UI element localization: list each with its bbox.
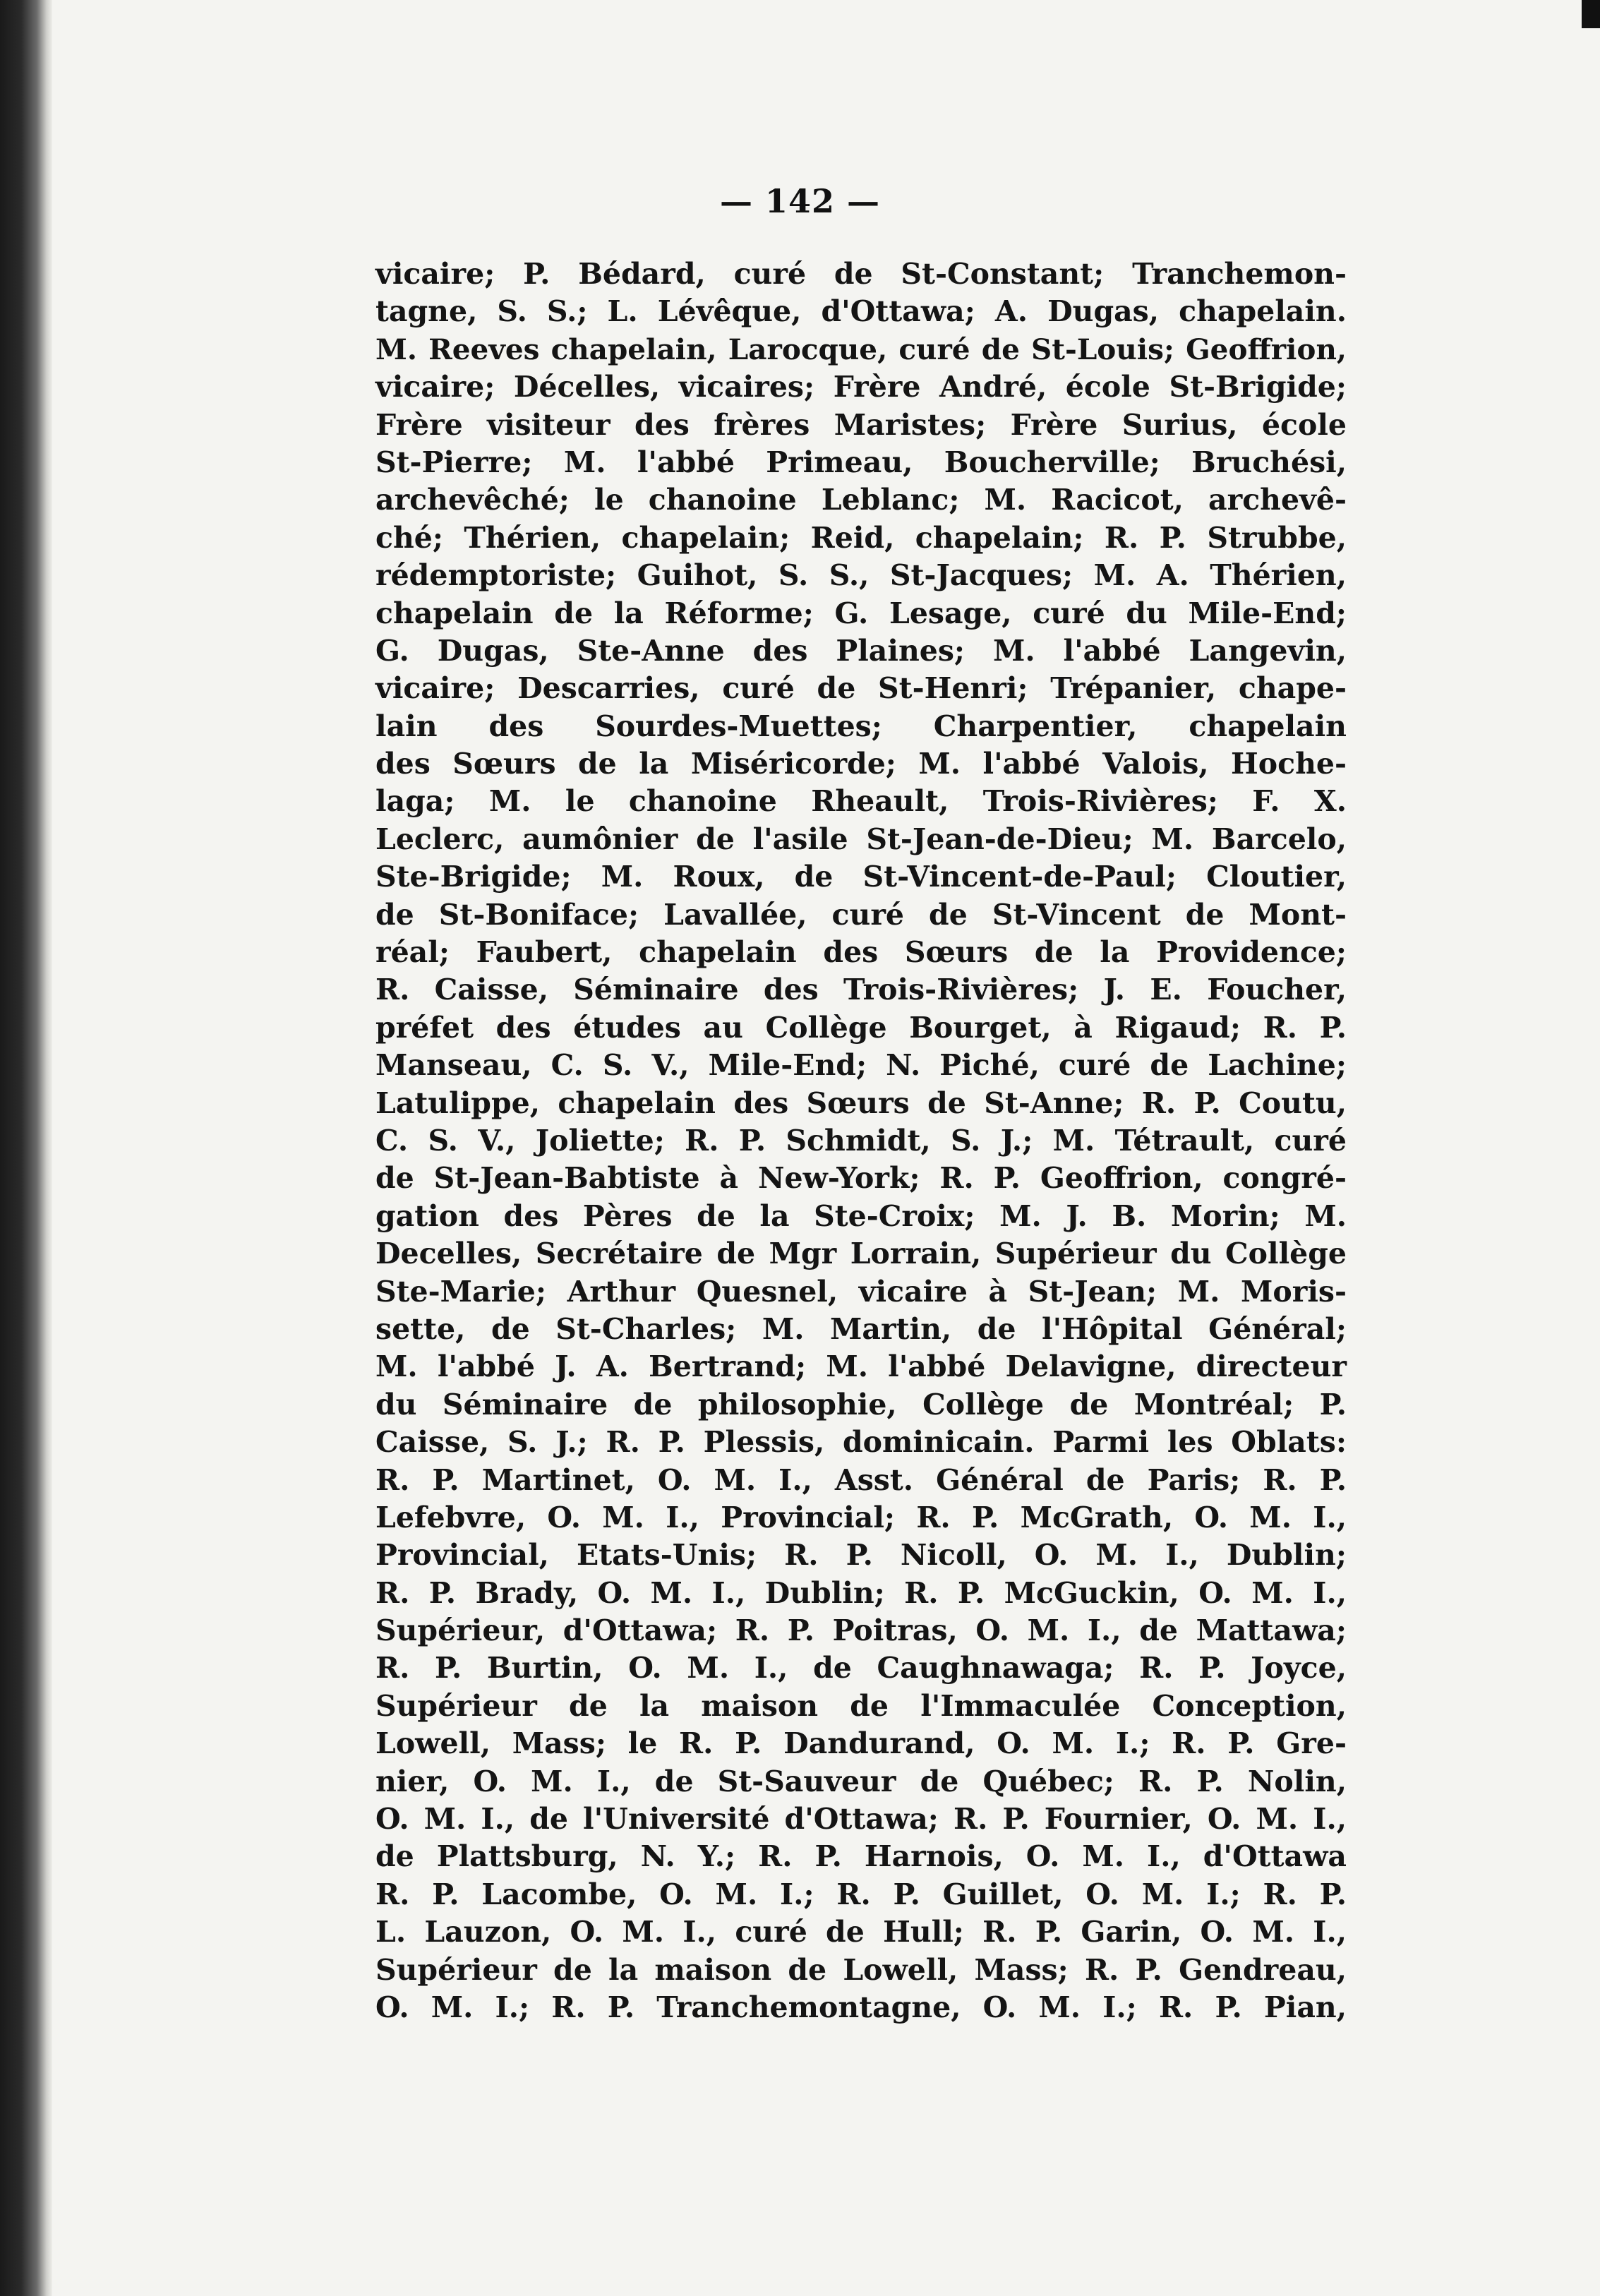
text-line: sette, de St-Charles; M. Martin, de l'Hôpital Général; [375,1311,1347,1346]
text-line: lain des Sourdes-Muettes; Charpentier, chapelain [375,709,1347,743]
text-line: chapelain de la Réforme; G. Lesage, curé du Mile-End; [375,596,1347,630]
text-line: laga; M. le chanoine Rheault, Trois-Rivières; F. X. [375,784,1347,819]
text-line: Lefebvre, O. M. I., Provincial; R. P. McGrath, O. M. I., [375,1500,1347,1534]
text-line: préfet des études au Collège Bourget, à Rigaud; R. P. [375,1010,1347,1045]
text-line: M. l'abbé J. A. Bertrand; M. l'abbé Delavigne, directeur [375,1350,1347,1384]
text-line: R. P. Martinet, O. M. I., Asst. Général de Paris; R. P. [375,1462,1347,1497]
text-line: Supérieur de la maison de Lowell, Mass; R. P. Gendreau, [375,1952,1347,1987]
text-line: Manseau, C. S. V., Mile-End; N. Piché, curé de Lachine; [375,1048,1347,1083]
text-line: de Plattsburg, N. Y.; R. P. Harnois, O. M. I., d'Ottawa [375,1839,1347,1874]
text-line: gation des Pères de la Ste-Croix; M. J. B. Morin; M. [375,1198,1347,1233]
text-line: Provincial, Etats-Unis; R. P. Nicoll, O. M. I., Dublin; [375,1538,1347,1573]
text-line: L. Lauzon, O. M. I., curé de Hull; R. P. Garin, O. M. I., [375,1915,1347,1949]
text-line: vicaire; P. Bédard, curé de St-Constant; Tranchemon- [375,257,1347,291]
text-line: archevêché; le chanoine Leblanc; M. Racicot, archevê- [375,483,1347,517]
text-line: nier, O. M. I., de St-Sauveur de Québec; R. P. Nolin, [375,1764,1347,1798]
text-line: rédemptoriste; Guihot, S. S., St-Jacques; M. A. Thérien, [375,558,1347,593]
text-line: Decelles, Secrétaire de Mgr Lorrain, Supérieur du Collège [375,1237,1347,1271]
text-line: G. Dugas, Ste-Anne des Plaines; M. l'abbé Langevin, [375,633,1347,668]
scan-corner-mark [1582,0,1600,28]
text-line: R. P. Lacombe, O. M. I.; R. P. Guillet, O. M. I.; R. P. [375,1877,1347,1911]
text-line: tagne, S. S.; L. Lévêque, d'Ottawa; A. Dugas, chapelain. [375,294,1347,329]
text-line: Caisse, S. J.; R. P. Plessis, dominicain. Parmi les Oblats: [375,1425,1347,1460]
text-line: O. M. I., de l'Université d'Ottawa; R. P. Fournier, O. M. I., [375,1802,1347,1837]
book-binding-edge [0,0,52,2296]
text-line: Ste-Brigide; M. Roux, de St-Vincent-de-Paul; Cloutier, [375,860,1347,894]
text-line: ché; Thérien, chapelain; Reid, chapelain; R. P. Strubbe, [375,520,1347,555]
text-line: Leclerc, aumônier de l'asile St-Jean-de-Dieu; M. Barcelo, [375,822,1347,856]
text-line: Supérieur, d'Ottawa; R. P. Poitras, O. M. I., de Mattawa; [375,1613,1347,1648]
text-line: R. P. Brady, O. M. I., Dublin; R. P. McGuckin, O. M. I., [375,1575,1347,1610]
body-text [375,256,1347,2026]
text-line: des Sœurs de la Miséricorde; M. l'abbé Valois, Hoche- [375,747,1347,781]
page-number: — 142 — [719,182,881,220]
text-line: Lowell, Mass; le R. P. Dandurand, O. M. I.; R. P. Gre- [375,1726,1347,1761]
text-line: Latulippe, chapelain des Sœurs de St-Anne; R. P. Coutu, [375,1086,1347,1120]
text-line: réal; Faubert, chapelain des Sœurs de la Providence; [375,935,1347,970]
text-line: O. M. I.; R. P. Tranchemontagne, O. M. I.; R. P. Pian, [375,1990,1347,2024]
text-line: R. P. Burtin, O. M. I., de Caughnawaga; R. P. Joyce, [375,1651,1347,1685]
text-line: St-Pierre; M. l'abbé Primeau, Boucherville; Bruchési, [375,445,1347,479]
text-line: vicaire; Descarries, curé de St-Henri; Trépanier, chape- [375,671,1347,706]
text-line: Supérieur de la maison de l'Immaculée Conception, [375,1688,1347,1723]
text-line: R. Caisse, Séminaire des Trois-Rivières; J. E. Foucher, [375,973,1347,1007]
text-line: M. Reeves chapelain, Larocque, curé de St-Louis; Geoffrion, [375,332,1347,366]
text-line: C. S. V., Joliette; R. P. Schmidt, S. J.; M. Tétrault, curé [375,1123,1347,1158]
text-line: de St-Jean-Babtiste à New-York; R. P. Geoffrion, congré- [375,1161,1347,1196]
text-line: Ste-Marie; Arthur Quesnel, vicaire à St-Jean; M. Moris- [375,1274,1347,1309]
text-line: du Séminaire de philosophie, Collège de Montréal; P. [375,1387,1347,1422]
text-line: Frère visiteur des frères Maristes; Frère Surius, école [375,407,1347,442]
text-line: de St-Boniface; Lavallée, curé de St-Vincent de Mont- [375,897,1347,932]
text-line: vicaire; Décelles, vicaires; Frère André, école St-Brigide; [375,370,1347,404]
